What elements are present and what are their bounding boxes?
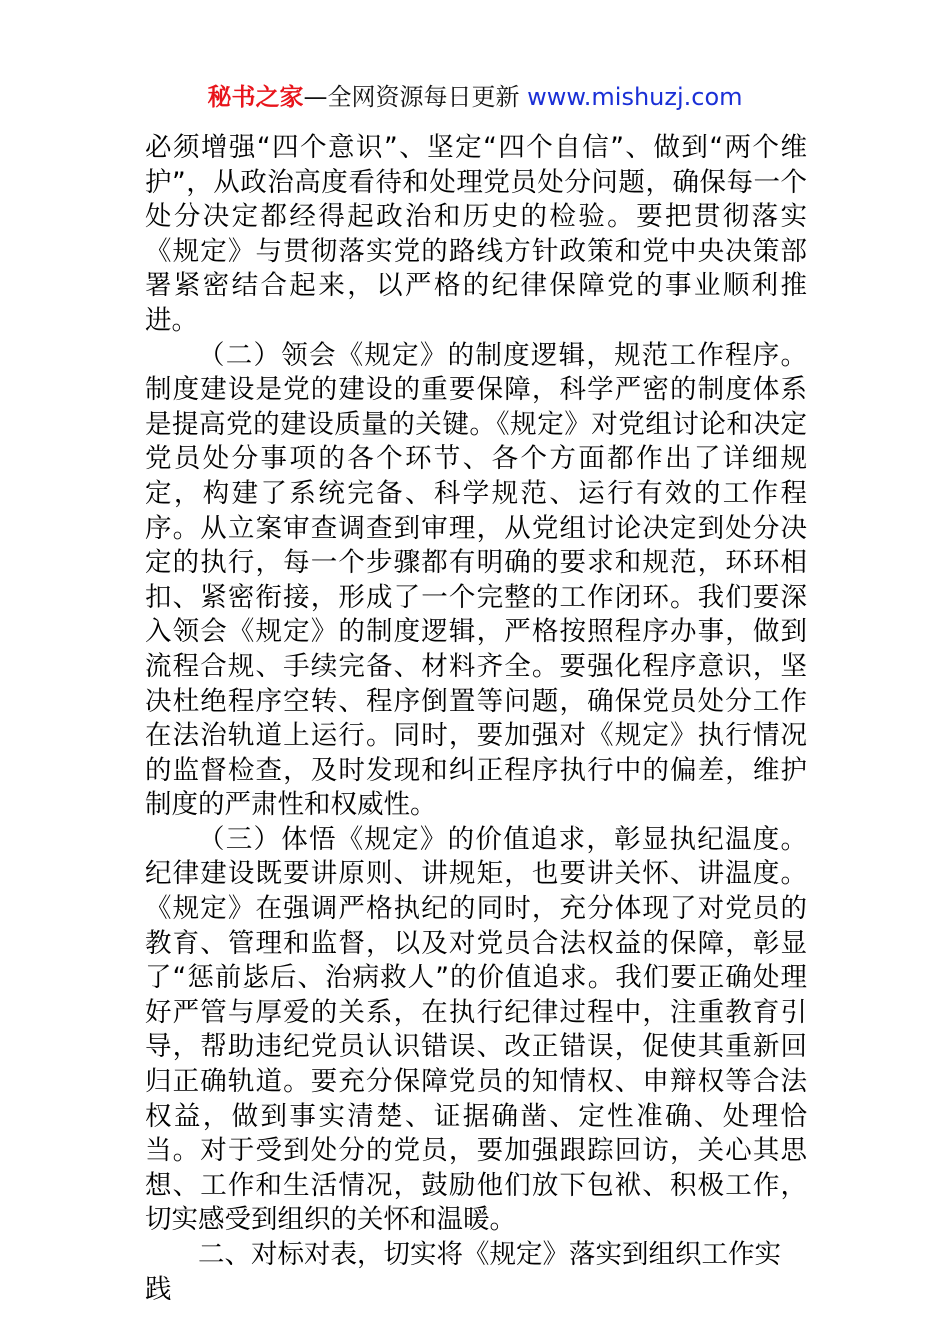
section-heading-2: 二、对标对表，切实将《规定》落实到组织工作实践 <box>145 1239 781 1305</box>
paragraph-continued: 必须增强“四个意识”、坚定“四个自信”、做到“两个维护”，从政治高度看待和处理党员处分问题，确保每一个处分决定都经得起政治和历史的检验。要把贯彻落实《规定》与贯彻落实党的路线方针政策和党中央决策部署紧密结合起来，以严格的纪律保障党的事业顺利推进。 <box>145 132 807 336</box>
site-url-link[interactable]: www.mishuzj.com <box>527 83 743 111</box>
paragraph-section-2: （二）领会《规定》的制度逻辑，规范工作程序。制度建设是党的建设的重要保障，科学严密的制度体系是提高党的建设质量的关键。《规定》对党组讨论和决定党员处分事项的各个环节、各个方面都作出了详细规定，构建了系统完备、科学规范、运行有效的工作程序。从立案审查调查到审理，从党组讨论决定到处分决定的执行，每一个步骤都有明确的要求和规范，环环相扣、紧密衔接，形成了一个完整的工作闭环。我们要深入领会《规定》的制度逻辑，严格按照程序办事，做到流程合规、手续完备、材料齐全。要强化程序意识，坚决杜绝程序空转、程序倒置等问题，确保党员处分工作在法治轨道上运行。同时，要加强对《规定》执行情况的监督检查，及时发现和纠正程序执行中的偏差，维护制度的严肃性和权威性。 <box>145 339 807 821</box>
document-body <box>145 131 807 1307</box>
paragraph-section-3: （三）体悟《规定》的价值追求，彰显执纪温度。纪律建设既要讲原则、讲规矩，也要讲关怀、讲温度。《规定》在强调严格执纪的同时，充分体现了对党员的教育、管理和监督，以及对党员合法权益的保障，彰显了“惩前毖后、治病救人”的价值追求。我们要正确处理好严管与厚爱的关系，在执行纪律过程中，注重教育引导，帮助违纪党员认识错误、改正错误，促使其重新回归正确轨道。要充分保障党员的知情权、申辩权等合法权益，做到事实清楚、证据确凿、定性准确、处理恰当。对于受到处分的党员，要加强跟踪回访，关心其思想、工作和生活情况，鼓励他们放下包袱、积极工作，切实感受到组织的关怀和温暖。 <box>145 823 807 1236</box>
site-header <box>0 80 950 114</box>
site-brand: 秘书之家 <box>207 83 304 111</box>
site-tagline: —全网资源每日更新 <box>303 83 520 111</box>
